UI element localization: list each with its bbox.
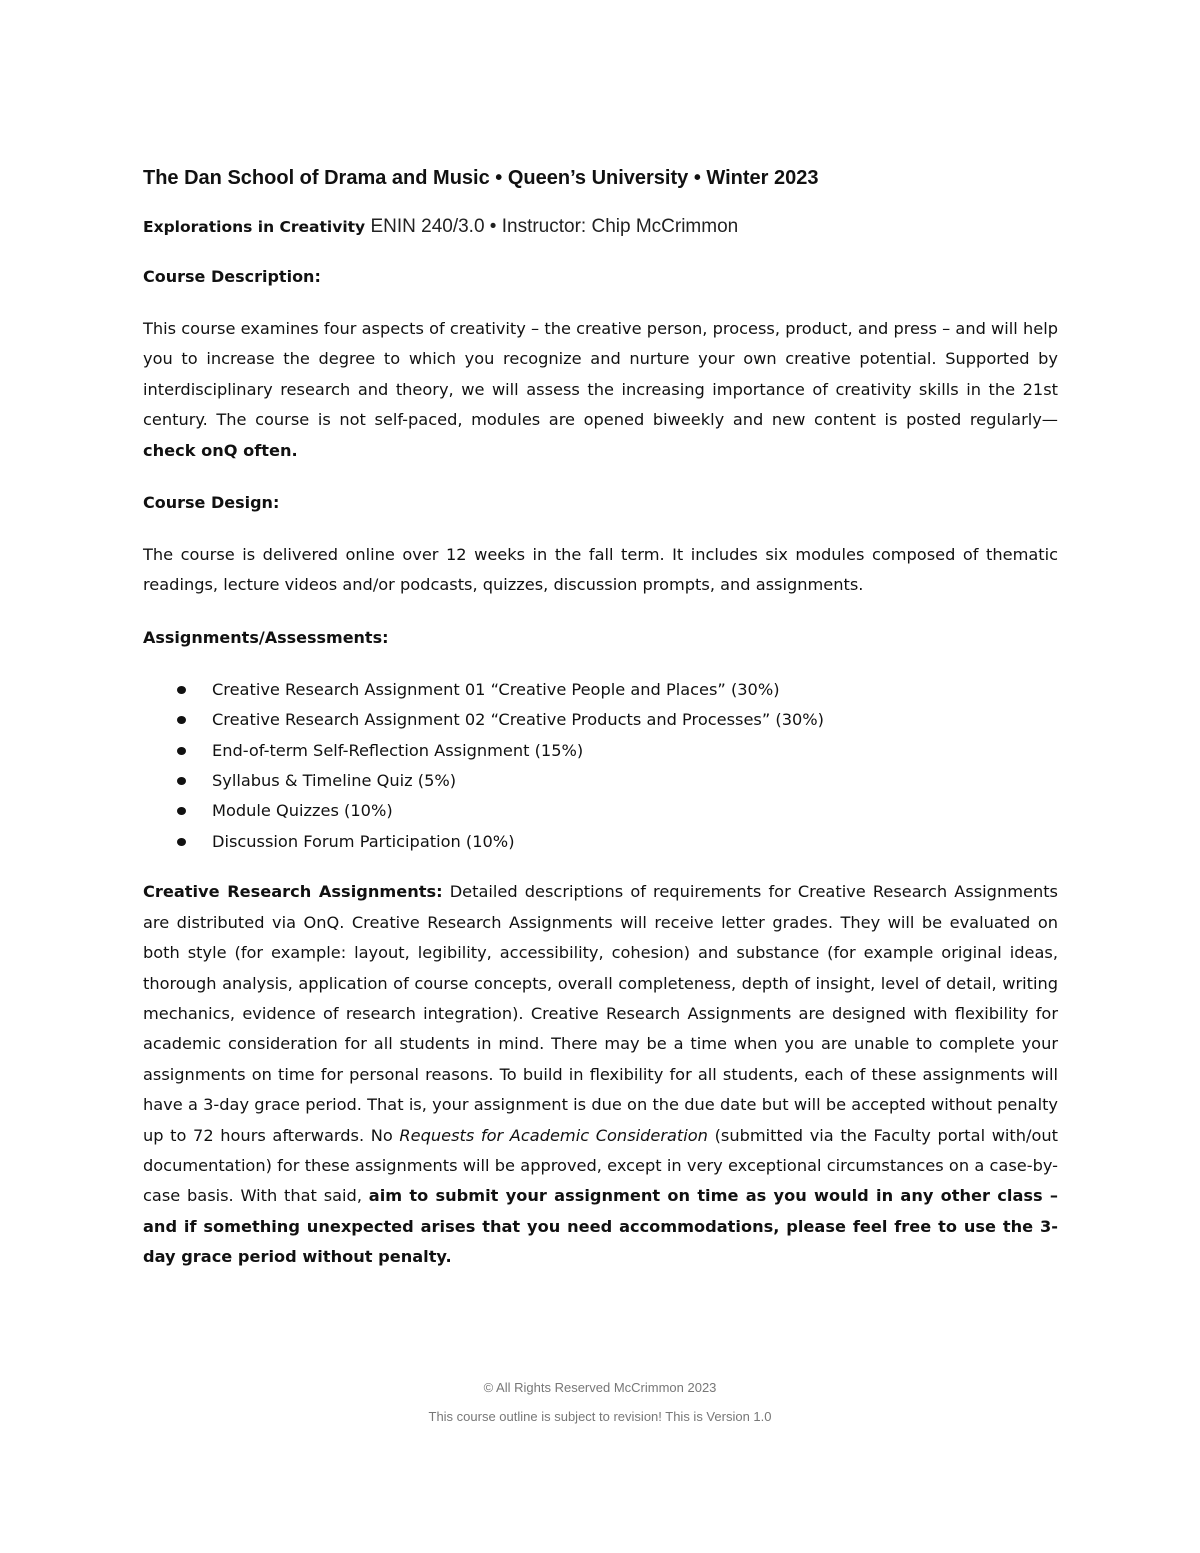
course-description-text [143, 314, 1058, 466]
course-meta: ENIN 240/3.0 • Instructor: Chip McCrimmon [365, 216, 739, 237]
list-item-text: Discussion Forum Participation (10%) [212, 831, 515, 851]
document-page [143, 163, 1058, 1295]
creative-research-italic: Requests for Academic Consideration [399, 1125, 708, 1145]
bullet-icon [177, 716, 186, 724]
list-item [143, 705, 1058, 735]
list-item-text: End-of-term Self-Reflection Assignment (15%) [212, 740, 584, 760]
list-item-text: Creative Research Assignment 01 “Creative People and Places” (30%) [212, 679, 780, 699]
footer-copyright: © All Rights Reserved McCrimmon 2023 [483, 1380, 717, 1395]
course-description-emphasis: check onQ often. [143, 440, 298, 460]
list-item [143, 796, 1058, 826]
list-item [143, 827, 1058, 857]
bullet-icon [177, 807, 186, 815]
course-design-text: The course is delivered online over 12 weeks in the fall term. It includes six modules composed of thematic readings, lecture videos and/or podcasts, quizzes, discussion prompts, and assignments. [143, 545, 1058, 595]
bullet-icon [177, 686, 186, 694]
list-item [143, 766, 1058, 796]
list-item-text: Module Quizzes (10%) [212, 801, 393, 821]
course-design-heading: Course Design: [143, 493, 280, 513]
list-item-text: Syllabus & Timeline Quiz (5%) [212, 771, 457, 791]
page-title: The Dan School of Drama and Music • Queen’s University • Winter 2023 [143, 167, 819, 189]
bullet-icon [177, 838, 186, 846]
creative-research-text-1: Detailed descriptions of requirements for Creative Research Assignments are distributed via OnQ. Creative Research Assignments will receive letter grades. They will be evaluated on both style (for example: layout, legibility, accessibility, cohesion) and substance (for example original ideas, thorough analysis, application of course concepts, overall completeness, depth of insight, level of detail, writing mechanics, evidence of research integration). Creative Research Assignments are designed with flexibility for academic consideration for all students in mind. There may be a time when you are unable to complete your assignments on time for personal reasons. To build in flexibility for all students, each of these assignments will have a 3-day grace period. That is, your assignment is due on the due date but will be accepted without penalty up to 72 hours afterwards. No [143, 882, 1058, 1145]
creative-research-label: Creative Research Assignments: [143, 882, 443, 902]
footer-version-note: This course outline is subject to revision! This is Version 1.0 [428, 1409, 772, 1424]
list-item-text: Creative Research Assignment 02 “Creative Products and Processes” (30%) [212, 710, 825, 730]
creative-research-text-2: (submitted via the Faculty portal with/out documentation) for these assignments will be approved, except in very exceptional circumstances on a case-by-case basis. With that said, [143, 1125, 1058, 1206]
creative-research-bold-end: aim to submit your assignment on time as you would in any other class – and if something unexpected arises that you need accommodations, please feel free to use the 3-day grace period without penalty. [143, 1186, 1059, 1267]
bullet-icon [177, 777, 186, 785]
creative-research-paragraph [143, 877, 1058, 1272]
course-subtitle [143, 212, 1058, 242]
bullet-icon [177, 747, 186, 755]
list-item [143, 736, 1058, 766]
assessments-heading: Assignments/Assessments: [143, 627, 389, 647]
assessments-list [143, 675, 1058, 857]
list-item [143, 675, 1058, 705]
course-description-heading: Course Description: [143, 267, 321, 286]
course-name: Explorations in Creativity [143, 218, 366, 236]
course-description-body: This course examines four aspects of creativity – the creative person, process, product, and press – and will help you to increase the degree to which you recognize and nurture your own creative potential. Supported by interdisciplinary research and theory, we will assess the increasing importance of creativity skills in the 21st century. The course is not self-paced, modules are opened biweekly and new content is posted regularly— [143, 319, 1058, 430]
